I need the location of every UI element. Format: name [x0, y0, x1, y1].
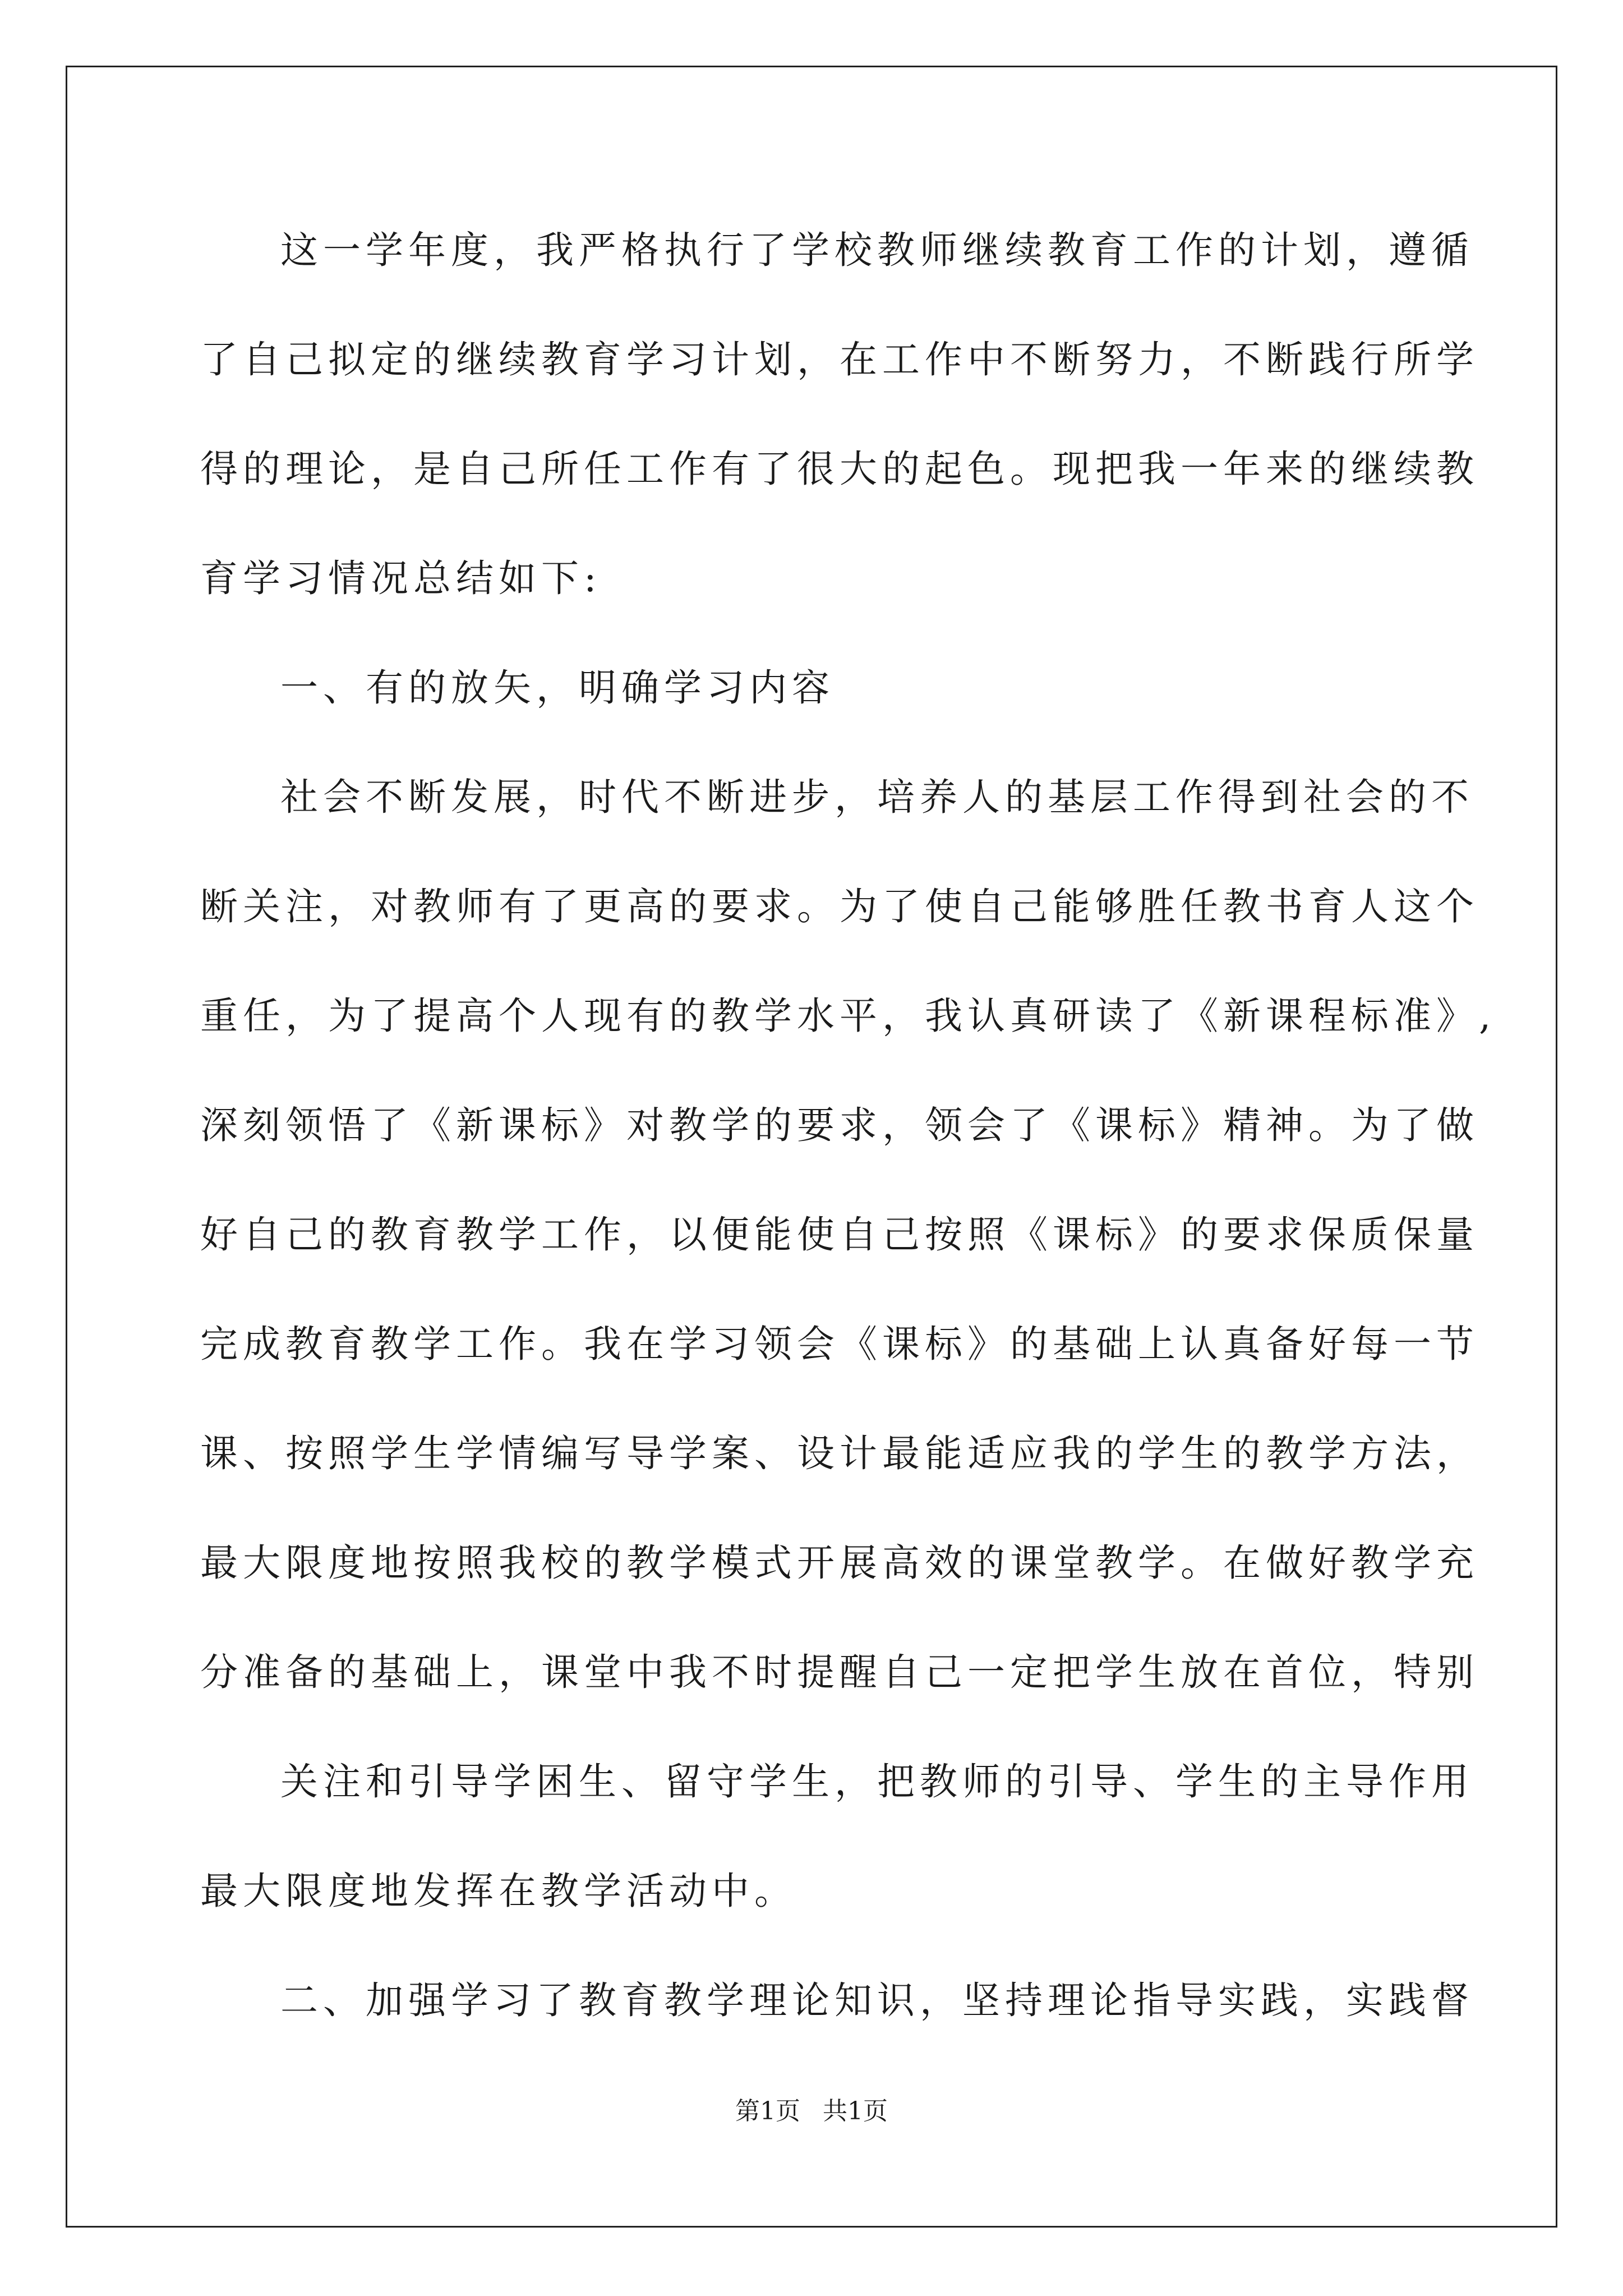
page-number: 第1页 — [735, 2097, 800, 2125]
paragraph-line: 好自己的教育教学工作，以便能使自己按照《课标》的要求保质保量 — [200, 1213, 1479, 1257]
paragraph-line: 重任，为了提高个人现有的教学水平，我认真研读了《新课程标准》, — [200, 994, 1496, 1038]
paragraph-line: 最大限度地发挥在教学活动中。 — [200, 1869, 797, 1913]
paragraph-line: 课、按照学生学情编写导学案、设计最能适应我的学生的教学方法， — [200, 1432, 1479, 1475]
paragraph-line: 完成教育教学工作。我在学习领会《课标》的基础上认真备好每一节 — [200, 1322, 1479, 1366]
paragraph-line: 这一学年度，我严格执行了学校教师继续教育工作的计划，遵循 — [280, 228, 1474, 272]
paragraph-line: 得的理论，是自己所任工作有了很大的起色。现把我一年来的继续教 — [200, 447, 1479, 491]
paragraph-line: 深刻领悟了《新课标》对教学的要求，领会了《课标》精神。为了做 — [200, 1103, 1479, 1147]
page-footer — [0, 2095, 1623, 2128]
paragraph-line: 社会不断发展，时代不断进步，培养人的基层工作得到社会的不 — [280, 775, 1474, 819]
paragraph-line: 育学习情况总结如下: — [200, 556, 602, 600]
paragraph-line: 分准备的基础上，课堂中我不时提醒自己一定把学生放在首位，特别 — [200, 1650, 1479, 1694]
section-heading: 一、有的放矢，明确学习内容 — [280, 666, 834, 710]
paragraph-line: 了自己拟定的继续教育学习计划，在工作中不断努力，不断践行所学 — [200, 338, 1479, 381]
paragraph-line: 断关注，对教师有了更高的要求。为了使自己能够胜任教书育人这个 — [200, 885, 1479, 928]
paragraph-line: 关注和引导学困生、留守学生，把教师的引导、学生的主导作用 — [280, 1760, 1474, 1803]
section-heading: 二、加强学习了教育教学理论知识，坚持理论指导实践，实践督 — [280, 1978, 1474, 2022]
paragraph-line: 最大限度地按照我校的教学模式开展高效的课堂教学。在做好教学充 — [200, 1541, 1479, 1585]
page-total: 共1页 — [823, 2097, 888, 2125]
